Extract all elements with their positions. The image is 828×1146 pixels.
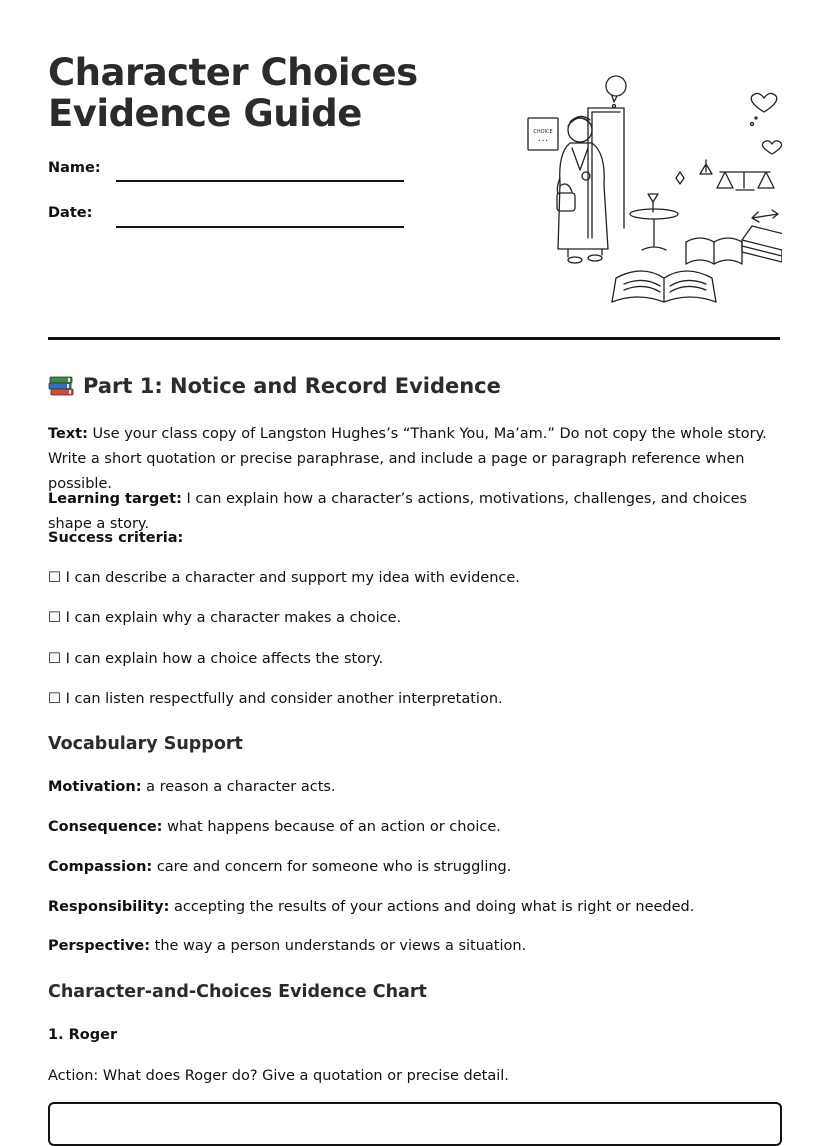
name-field[interactable] [116, 180, 404, 182]
text-label: Text: [48, 426, 88, 442]
roger-action-prompt: Action: What does Roger do? Give a quotation or precise detail. [48, 1068, 509, 1084]
part1-heading [48, 374, 501, 398]
chart-heading: Character-and-Choices Evidence Chart [48, 982, 427, 1002]
vocab-motivation: Motivation: a reason a character acts. [48, 779, 336, 795]
sign-text: CHOICE [533, 129, 553, 135]
vocab-responsibility: Responsibility: accepting the results of your actions and doing what is right or needed. [48, 899, 695, 915]
criteria-item-2[interactable]: ☐ I can explain why a character makes a choice. [48, 610, 402, 626]
character-illustration [520, 68, 782, 310]
part1-title: Part 1: Notice and Record Evidence [83, 374, 501, 398]
roger-label: 1. Roger [48, 1027, 118, 1043]
vocab-perspective: Perspective: the way a person understands or views a situation. [48, 938, 527, 954]
vocabulary-heading: Vocabulary Support [48, 734, 243, 754]
criteria-item-3[interactable]: ☐ I can explain how a choice affects the story. [48, 651, 384, 667]
vocab-consequence: Consequence: what happens because of an action or choice. [48, 819, 501, 835]
roger-action-answer-box[interactable] [48, 1102, 782, 1146]
success-criteria-label: Success criteria: [48, 530, 184, 546]
header-divider [48, 337, 780, 340]
books-icon [48, 374, 74, 398]
name-label: Name: [48, 160, 101, 176]
vocab-compassion: Compassion: care and concern for someone who is struggling. [48, 859, 512, 875]
date-label: Date: [48, 205, 93, 221]
criteria-item-4[interactable]: ☐ I can listen respectfully and consider another interpretation. [48, 691, 503, 707]
date-field[interactable] [116, 226, 404, 228]
sign-dots: • • • [538, 138, 548, 143]
text-instructions [48, 422, 782, 497]
learning-target-label: Learning target: [48, 491, 182, 507]
text-body: Use your class copy of Langston Hughes’s “Thank You, Ma’am.” Do not copy the whole story. Write a short quotation or precise paraphrase, and include a page or paragraph reference when possible. [48, 426, 767, 492]
page-title: Character Choices Evidence Guide [48, 51, 418, 135]
criteria-item-1[interactable]: ☐ I can describe a character and support my idea with evidence. [48, 570, 520, 586]
learning-target-body: I can explain how a character’s actions, motivations, challenges, and choices shape a story. [48, 491, 748, 532]
